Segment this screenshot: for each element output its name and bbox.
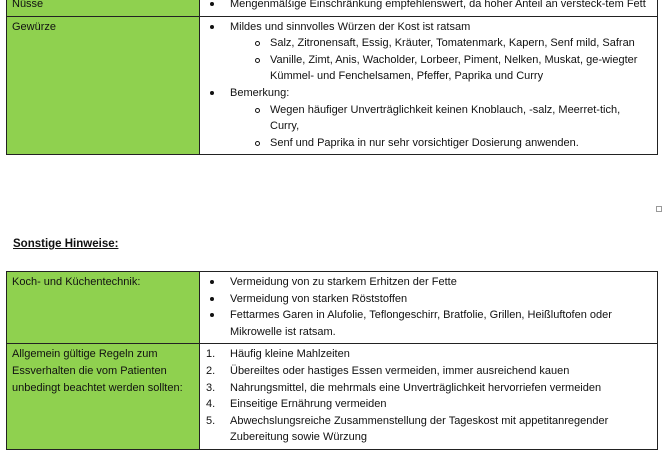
row-label-rules: Allgemein gültige Regeln zum Essverhalten die vom Patienten unbedingt beachtet werden sollten: [7,344,200,450]
sub-list-item: Senf und Paprika in nur sehr vorsichtiger Dosierung anwenden. [230,135,651,152]
list-item: Vermeidung von starken Röststoffen [206,291,651,308]
table-row [7,16,658,155]
item-text: Einseitige Ernährung vermeiden [230,398,387,411]
table-resize-handle[interactable] [656,206,662,212]
list-item [206,19,651,85]
sub-list-item: Salz, Zitronensaft, Essig, Kräuter, Tomatenmark, Kapern, Senf mild, Safran [230,35,651,52]
row-content-spices [200,16,658,155]
table-row [7,272,658,344]
item-text: Nahrungsmittel, die mehrmals eine Unverträglichkeit hervorriefen vermeiden [230,381,602,394]
section-heading: Sonstige Hinweise: [13,238,119,250]
numbered-item [206,413,651,446]
table-row [7,344,658,450]
row-label-spices: Gewürze [7,16,200,155]
item-number: 2. [206,364,216,377]
nutrition-table-bottom [6,271,658,450]
nutrition-table-top [6,0,658,155]
numbered-item [206,380,651,397]
numbered-item [206,396,651,413]
item-number: 1. [206,348,216,361]
bullet-text: Bemerkung: [230,86,290,99]
row-label-nuts: Nüsse [7,0,200,16]
table-row [7,0,658,16]
item-number: 4. [206,398,216,411]
row-content-nuts [200,0,658,16]
item-number: 5. [206,414,216,427]
item-text: Häufig kleine Mahlzeiten [230,348,350,361]
bullet-text: Mildes und sinnvolles Würzen der Kost ist ratsam [230,20,471,33]
row-content-cooking [200,272,658,344]
item-text: Übereiltes oder hastiges Essen vermeiden, immer ausreichend kauen [230,364,570,377]
list-item: Vermeidung von zu starkem Erhitzen der Fette [206,274,651,291]
item-number: 3. [206,381,216,394]
list-item: Mengenmäßige Einschränkung empfehlenswert, da hoher Anteil an versteck-tem Fett [206,0,651,13]
list-item: Fettarmes Garen in Alufolie, Teflongeschirr, Bratfolie, Grillen, Heißluftofen oder Mikrowelle ist ratsam. [206,307,651,340]
row-label-cooking: Koch- und Küchentechnik: [7,272,200,344]
sub-list-item: Vanille, Zimt, Anis, Wacholder, Lorbeer, Piment, Nelken, Muskat, ge-wiegter Kümmel- und Fenchelsamen, Pfeffer, Paprika und Curry [230,52,651,85]
list-item [206,85,651,151]
numbered-item [206,363,651,380]
row-content-rules [200,344,658,450]
sub-list-item: Wegen häufiger Unverträglichkeit keinen Knoblauch, -salz, Meerret-tich, Curry, [230,102,651,135]
numbered-item [206,346,651,363]
item-text: Abwechslungsreiche Zusammenstellung der Tageskost mit appetitanregender Zubereitung sowie Würzung [230,414,609,444]
